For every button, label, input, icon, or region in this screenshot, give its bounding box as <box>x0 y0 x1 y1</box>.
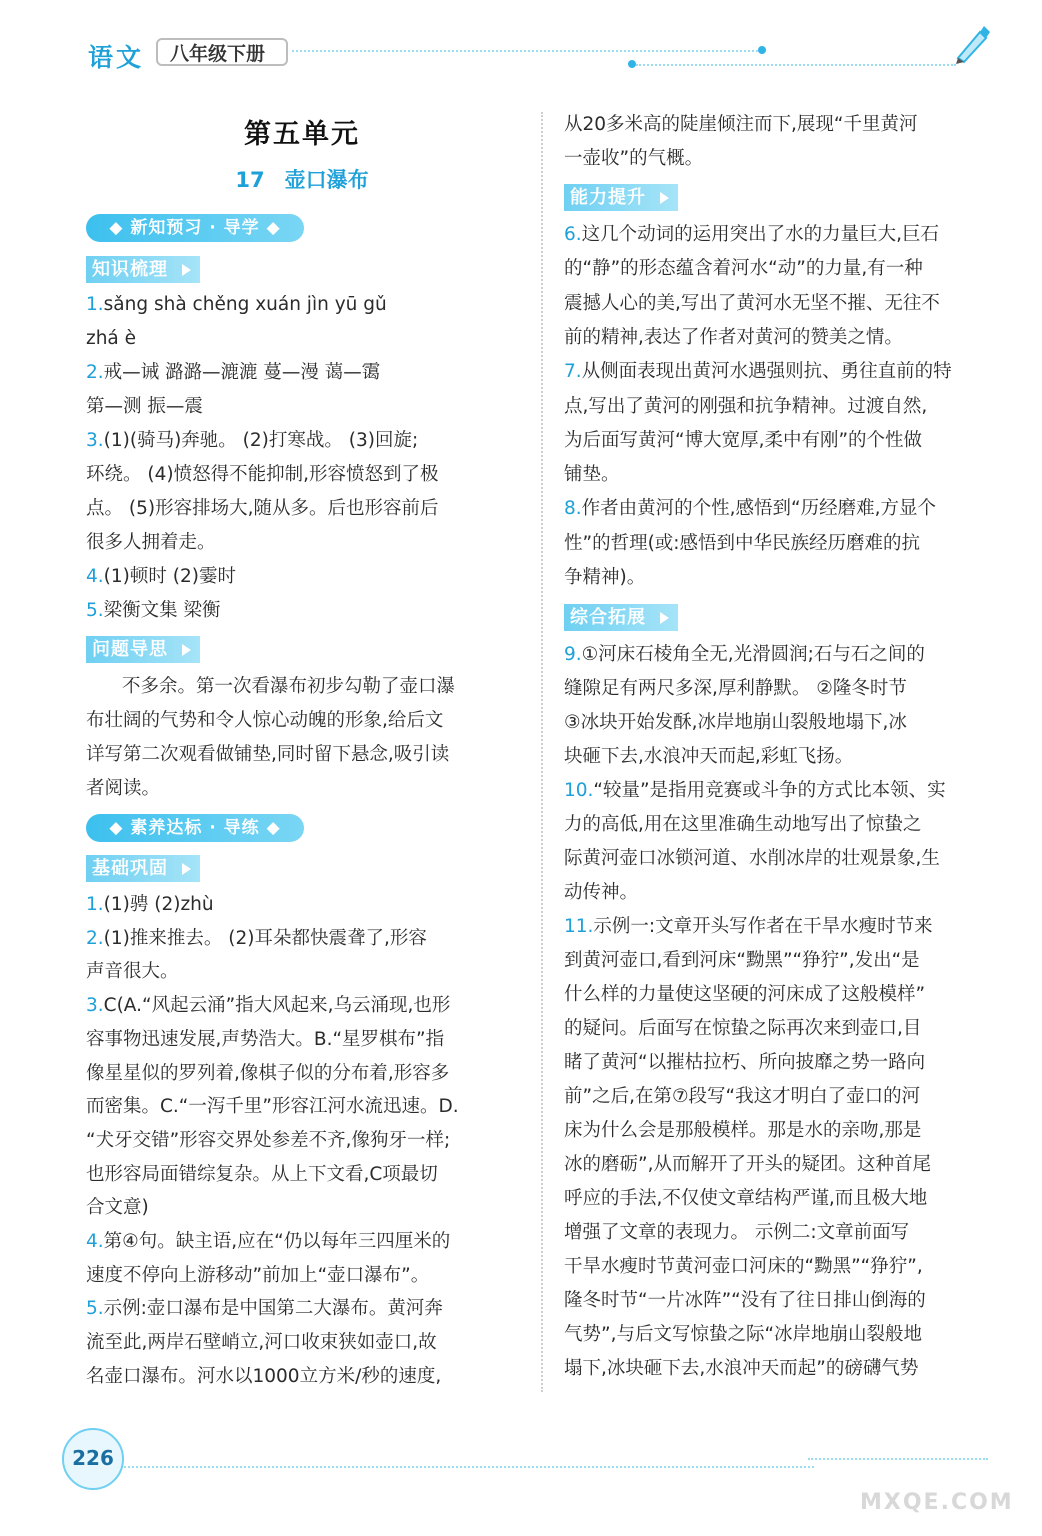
answer-number: 5. <box>86 1298 104 1320</box>
watermark: MXQE.COM <box>860 1490 1014 1515</box>
answer-text: 像星星似的罗列着,像棋子似的分布着,形容多 <box>86 1062 450 1084</box>
answer-text: 缝隙足有两尺多深,厚利静默。 ②隆冬时节 <box>564 678 907 699</box>
answer-text: (1)推来推去。 (2)耳朵都快震聋了,形容 <box>103 927 427 949</box>
answer-line <box>86 1023 518 1057</box>
answer-line <box>564 774 996 808</box>
answer-line <box>86 1292 518 1326</box>
answer-line <box>564 876 996 910</box>
answer-line <box>86 1225 518 1259</box>
answer-text: 点。 (5)形容排场大,随从多。后也形容前后 <box>86 498 439 519</box>
answer-number: 4. <box>86 1231 104 1252</box>
answer-line <box>564 142 996 176</box>
answer-text: 从侧面表现出黄河水遇强则抗、勇往直前的特 <box>581 361 952 383</box>
answer-line <box>86 1090 518 1124</box>
answer-text: 到黄河壶口,看到河床“黝黑”“狰狞”,发出“是 <box>564 950 920 971</box>
tag-questions: 问题导思 <box>86 636 200 663</box>
answer-line <box>564 978 996 1012</box>
answer-text: ①河床石棱角全无,光滑圆润;石与石之间的 <box>581 644 925 665</box>
answer-line <box>86 526 518 560</box>
answer-line <box>86 458 518 492</box>
answer-number: 3. <box>86 430 104 451</box>
answer-line <box>564 672 996 706</box>
answer-line <box>86 322 518 356</box>
header-dotted-line-lower <box>636 64 956 66</box>
answer-text: 很多人拥着走。 <box>86 532 216 553</box>
answer-line <box>564 1250 996 1284</box>
triangle-icon <box>182 264 191 276</box>
answer-text: 名壶口瀑布。河水以1000立方米/秒的速度, <box>86 1365 442 1387</box>
tag-knowledge: 知识梳理 <box>86 256 200 283</box>
answer-text: 点,写出了黄河的刚强和抗争精神。过渡自然, <box>564 395 928 417</box>
answer-line <box>86 560 518 594</box>
answer-line <box>564 321 996 355</box>
answer-line <box>564 390 996 424</box>
answer-line <box>86 704 518 738</box>
answer-line <box>86 1191 518 1225</box>
answer-line <box>564 1352 996 1386</box>
answer-line <box>86 922 518 956</box>
answer-text: 动传神。 <box>564 882 639 903</box>
answer-text: 的“静”的形态蕴含着河水“动”的力量,有一种 <box>564 258 923 280</box>
answer-text: 震撼人心的美,写出了黄河水无坚不摧、无往不 <box>564 292 940 314</box>
answer-text: 际黄河壶口冰锁河道、水削冰岸的壮观景象,生 <box>564 848 940 869</box>
answer-number: 6. <box>564 224 582 245</box>
grade-label: 八年级下册 <box>170 43 266 65</box>
answer-line <box>86 356 518 390</box>
answer-number: 8. <box>564 498 582 520</box>
lesson-number: 17 <box>235 168 265 192</box>
banner-preview: ◆ 新知预习 · 导学 ◆ <box>86 214 304 242</box>
answer-text: 梁衡文集 梁衡 <box>103 600 221 621</box>
answer-text: 这几个动词的运用突出了水的力量巨大,巨石 <box>581 224 940 245</box>
unit-title: 第五单元 <box>244 119 360 150</box>
answer-text: 力的高低,用在这里准确生动地写出了惊蛰之 <box>564 814 922 835</box>
page-number: 226 <box>72 1446 114 1470</box>
answer-text: 示例一:文章开头写作者在干旱水瘦时节来 <box>593 916 933 937</box>
answer-number: 7. <box>564 361 582 383</box>
answer-line <box>86 390 518 424</box>
answer-line <box>564 1216 996 1250</box>
answer-number: 1. <box>86 294 104 315</box>
answer-text: 一壶收”的气概。 <box>564 148 704 169</box>
answer-line <box>564 287 996 321</box>
tag-basics: 基础巩固 <box>86 855 200 882</box>
answer-line <box>86 888 518 922</box>
answer-text: 布壮阔的气势和令人惊心动魄的形象,给后文 <box>86 710 444 731</box>
answer-text: 第④句。缺主语,应在“仍以每年三四厘米的 <box>103 1231 451 1252</box>
answer-text: 作者由黄河的个性,感悟到“历经磨难,方显个 <box>581 498 937 520</box>
answer-text: 示例:壶口瀑布是中国第二大瀑布。黄河奔 <box>103 1298 443 1320</box>
answer-line <box>564 492 996 526</box>
answer-text: 干旱水瘦时节黄河壶口河床的“黝黑”“狰狞”, <box>564 1256 923 1277</box>
header-dot-lower <box>628 60 636 68</box>
answer-number: 2. <box>86 362 104 383</box>
answer-line <box>564 527 996 561</box>
answer-text: 声音很大。 <box>86 961 179 983</box>
answer-line <box>564 808 996 842</box>
answer-text: 容事物迅速发展,声势浩大。B.“星罗棋布”指 <box>86 1028 445 1050</box>
answer-line <box>86 1057 518 1091</box>
answer-number: 4. <box>86 566 104 587</box>
tag-ability: 能力提升 <box>564 184 678 211</box>
answer-line <box>564 252 996 286</box>
triangle-icon <box>182 644 191 656</box>
answer-text: 详写第二次观看做铺垫,同时留下悬念,吸引读 <box>86 744 450 765</box>
answer-line <box>564 218 996 252</box>
answer-text: “犬牙交错”形容交界处参差不齐,像狗牙一样; <box>86 1129 451 1151</box>
answer-text: (1)骋 (2)zhù <box>103 894 214 915</box>
answer-text: 睹了黄河“以摧枯拉朽、所向披靡之势一路向 <box>564 1052 926 1073</box>
answer-line <box>564 740 996 774</box>
answer-text: 而密集。C.“一泻千里”形容江河水流迅速。D. <box>86 1096 459 1118</box>
answer-text: 不多余。第一次看瀑布初步勾勒了壶口瀑 <box>122 676 456 697</box>
answer-line <box>86 1360 518 1394</box>
lesson-name: 壶口瀑布 <box>284 168 369 192</box>
answer-text: (1)(骑马)奔驰。 (2)打寒战。 (3)回旋; <box>103 430 419 451</box>
answer-text: 什么样的力量使这坚硬的河床成了这般模样” <box>564 984 926 1005</box>
answer-line <box>86 989 518 1023</box>
answer-line <box>564 561 996 595</box>
answer-text: 从20多米高的陡崖倾注而下,展现“千里黄河 <box>564 114 918 135</box>
answer-line <box>86 1259 518 1293</box>
answer-text: 隆冬时节“一片冰阵”“没有了往日排山倒海的 <box>564 1290 926 1311</box>
answer-text: 块砸下去,水浪冲天而起,彩虹飞扬。 <box>564 746 854 767</box>
pen-icon <box>950 22 994 66</box>
answer-text: 前的精神,表达了作者对黄河的赞美之情。 <box>564 326 903 348</box>
answer-text: 也形容局面错综复杂。从上下文看,C项最切 <box>86 1163 438 1185</box>
header-dotted-line <box>292 50 762 52</box>
answer-text: 为后面写黄河“博大宽厚,柔中有刚”的个性做 <box>564 429 923 451</box>
answer-text: 合文意) <box>86 1197 149 1219</box>
answer-line <box>564 1318 996 1352</box>
answer-number: 9. <box>564 644 582 665</box>
answer-line <box>86 1326 518 1360</box>
answer-text: 的疑问。后面写在惊蛰之际再次来到壶口,目 <box>564 1018 922 1039</box>
answer-text: 戒—诫 潞潞—漉漉 蔓—漫 蔼—霭 <box>103 362 381 383</box>
answer-text: 气势”,与后文写惊蛰之际“冰岸地崩山裂般地 <box>564 1324 923 1345</box>
answer-text: 流至此,两岸石壁峭立,河口收束狭如壶口,故 <box>86 1332 437 1354</box>
banner-practice: ◆ 素养达标 · 导练 ◆ <box>86 814 304 842</box>
triangle-icon <box>660 192 669 204</box>
answer-text: 环绕。 (4)愤怒得不能抑制,形容愤怒到了极 <box>86 464 439 485</box>
triangle-icon <box>660 612 669 624</box>
answer-text: 增强了文章的表现力。 示例二:文章前面写 <box>564 1222 910 1243</box>
answer-text: 塌下,冰块砸下去,水浪冲天而起”的磅礴气势 <box>564 1358 919 1379</box>
lesson-title <box>86 164 518 194</box>
answer-text: sǎng shà chěng xuán jìn yū gǔ <box>103 294 387 315</box>
answer-number: 2. <box>86 927 104 949</box>
answer-line <box>86 288 518 322</box>
answer-number: 10. <box>564 780 594 801</box>
header-dot <box>758 46 766 54</box>
answer-text: 者阅读。 <box>86 778 161 799</box>
column-separator <box>541 112 543 1392</box>
answer-line <box>564 1012 996 1046</box>
page-header <box>0 0 1042 80</box>
tag-extension: 综合拓展 <box>564 604 678 631</box>
answer-number: 1. <box>86 894 104 915</box>
answer-line <box>564 842 996 876</box>
answer-line <box>564 424 996 458</box>
answer-line <box>564 706 996 740</box>
answer-text: “较量”是指用竞赛或斗争的方式比本领、实 <box>593 780 946 801</box>
answer-text: ③冰块开始发酥,冰岸地崩山裂般地塌下,冰 <box>564 712 907 733</box>
answer-line <box>86 772 518 806</box>
answer-text: 性”的哲理(或:感悟到中华民族经历磨难的抗 <box>564 532 921 554</box>
triangle-icon <box>182 863 191 875</box>
answer-text: C(A.“风起云涌”指大风起来,乌云涌现,也形 <box>103 995 451 1017</box>
answer-line <box>86 492 518 526</box>
answer-text: (1)顿时 (2)霎时 <box>103 566 236 587</box>
answer-line <box>86 424 518 458</box>
answer-number: 11. <box>564 916 594 937</box>
answer-line <box>564 1046 996 1080</box>
answer-text: 冰的磨砺”,从而解开了开头的疑团。这种首尾 <box>564 1154 931 1175</box>
answer-line <box>86 1124 518 1158</box>
answer-line <box>86 955 518 989</box>
answer-line <box>564 944 996 978</box>
answer-text: 争精神)。 <box>564 567 646 588</box>
answer-text: zhá è <box>86 328 137 349</box>
answer-line <box>564 910 996 944</box>
answer-text: 速度不停向上游移动”前加上“壶口瀑布”。 <box>86 1264 430 1286</box>
subject-label: 语文 <box>88 43 145 72</box>
answer-text: 呼应的手法,不仅使文章结构严谨,而且极大地 <box>564 1188 928 1209</box>
answer-line <box>564 1114 996 1148</box>
answer-line <box>564 1080 996 1114</box>
answer-line <box>564 638 996 672</box>
answer-text: 床为什么会是那般模样。那是水的亲吻,那是 <box>564 1120 922 1141</box>
answer-line <box>564 1148 996 1182</box>
answer-text: 前”之后,在第⑦段写“我这才明白了壶口的河 <box>564 1086 921 1107</box>
answer-number: 3. <box>86 995 104 1017</box>
answer-text: 铺垫。 <box>564 464 620 486</box>
answer-line <box>564 1284 996 1318</box>
answer-line <box>564 458 996 492</box>
answer-text: 第—测 振—震 <box>86 396 203 417</box>
footer-dotted-line <box>124 1466 814 1468</box>
answer-line <box>564 1182 996 1216</box>
answer-line <box>86 670 554 704</box>
answer-number: 5. <box>86 600 104 621</box>
footer-dotted-line-right <box>808 1458 988 1460</box>
answer-line <box>86 738 518 772</box>
answer-line <box>86 594 518 628</box>
answer-line <box>564 355 996 389</box>
answer-line <box>564 108 996 142</box>
answer-line <box>86 1158 518 1192</box>
